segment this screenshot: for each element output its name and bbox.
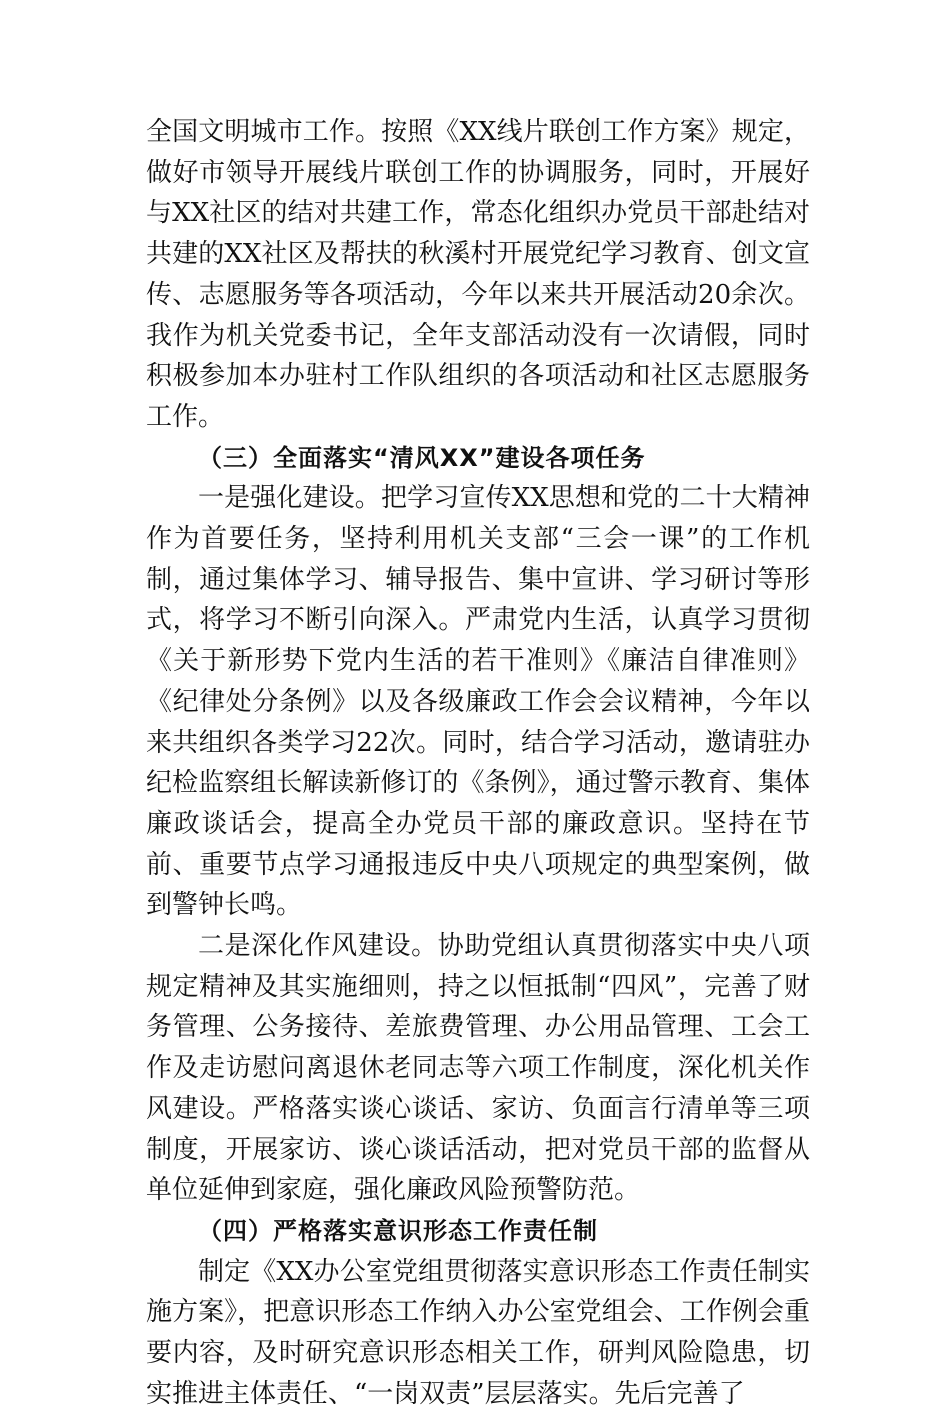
paragraph-work-style: 二是深化作风建设。协助党组认真贯彻落实中央八项规定精神及其实施细则，持之以恒抵制“四风”，完善了财务管理、公务接待、差旅费管理、办公用品管理、工会工作及走访慰问离退休老同志等六项工作制度，深化机关作风建设。严格落实谈心谈话、家访、负面言行清单等三项制度，开展家访、谈心谈话活动，把对党员干部的监督从单位延伸到家庭，强化廉政风险预警防范。	[146, 931, 810, 1206]
document-page	[146, 112, 810, 1415]
paragraph-strengthen-construction: 一是强化建设。把学习宣传XX思想和党的二十大精神作为首要任务，坚持利用机关支部“三会一课”的工作机制，通过集体学习、辅导报告、集中宣讲、学习研讨等形式，将学习不断引向深入。严肃党内生活，认真学习贯彻《关于新形势下党内生活的若干准则》《廉洁自律准则》《纪律处分条例》以及各级廉政工作会会议精神，今年以来共组织各类学习22次。同时，结合学习活动，邀请驻办纪检监察组长解读新修订的《条例》，通过警示教育、集体廉政谈话会，提高全办党员干部的廉政意识。坚持在节前、重要节点学习通报违反中央八项规定的典型案例，做到警钟长鸣。	[146, 483, 810, 921]
section-heading-ideology: （四）严格落实意识形态工作责任制	[198, 1216, 598, 1245]
paragraph-civilized-city: 全国文明城市工作。按照《XX线片联创工作方案》规定，做好市领导开展线片联创工作的协调服务，同时，开展好与XX社区的结对共建工作，常态化组织办党员干部赴结对共建的XX社区及帮扶的秋溪村开展党纪学习教育、创文宣传、志愿服务等各项活动，今年以来共开展活动20余次。我作为机关党委书记，全年支部活动没有一次请假，同时积极参加本办驻村工作队组织的各项活动和社区志愿服务工作。	[146, 117, 810, 432]
section-heading-qingfeng: （三）全面落实“清风XX”建设各项任务	[198, 443, 646, 472]
paragraph-ideology-plan: 制定《XX办公室党组贯彻落实意识形态工作责任制实施方案》，把意识形态工作纳入办公室党组会、工作例会重要内容，及时研究意识形态相关工作，研判风险隐患，切实推进主体责任、“一岗双责”层层落实。先后完善了	[146, 1256, 810, 1409]
